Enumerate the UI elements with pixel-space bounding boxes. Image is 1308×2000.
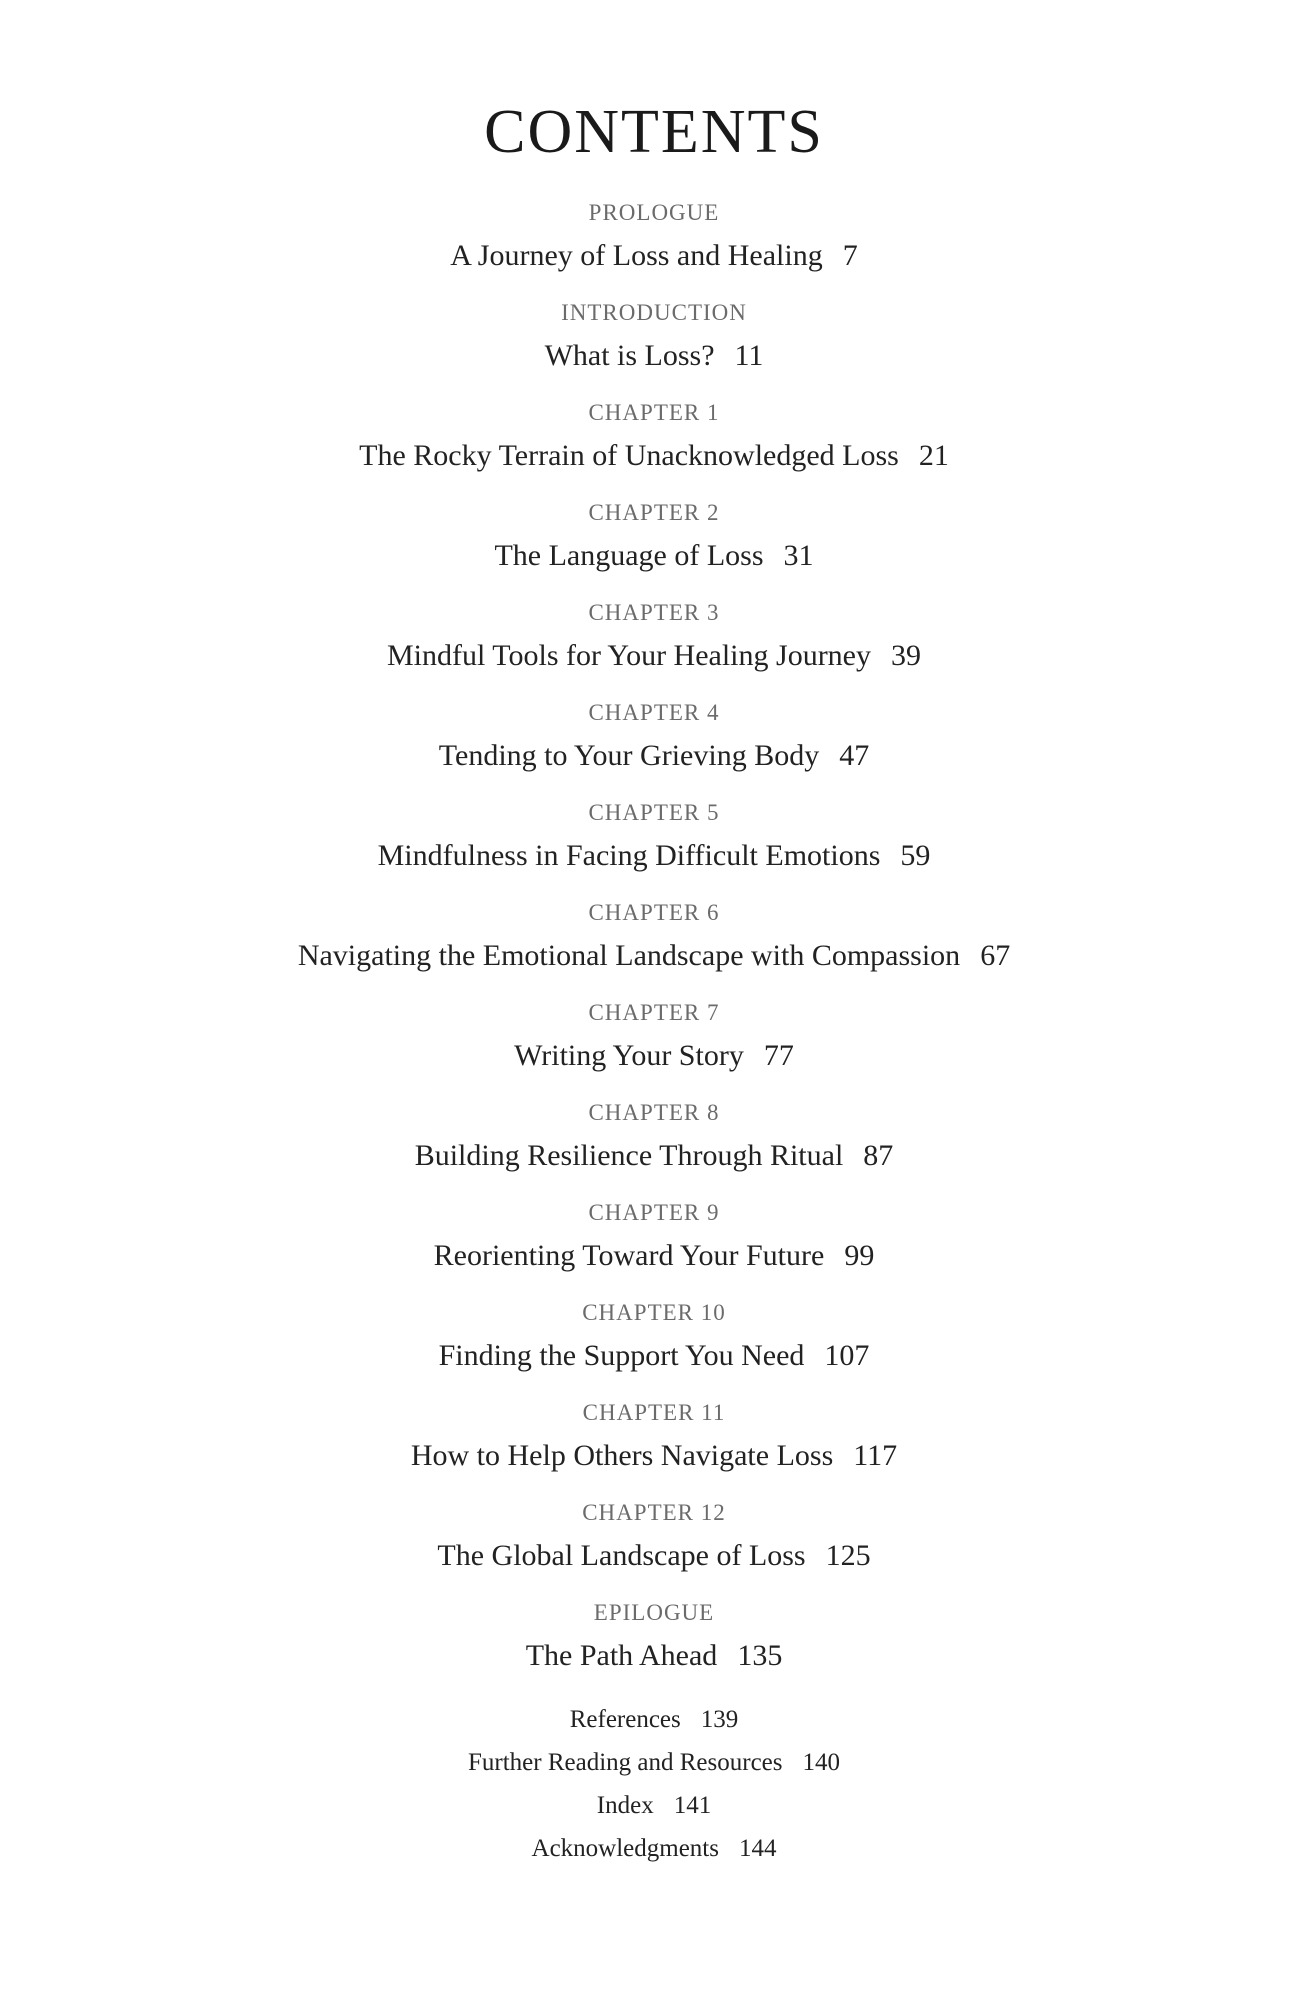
entry-label: CHAPTER 9 xyxy=(588,1200,720,1225)
toc-entry[interactable] xyxy=(0,1498,1308,1576)
entry-title: The Path Ahead xyxy=(525,1639,718,1672)
entry-title: The Language of Loss xyxy=(494,539,764,572)
back-matter-title: Index xyxy=(596,1792,654,1819)
back-matter-title: Acknowledgments xyxy=(531,1835,719,1862)
entry-page-number: 107 xyxy=(824,1339,870,1372)
entry-page-number: 11 xyxy=(734,339,764,372)
back-matter-entry[interactable] xyxy=(0,1789,1308,1823)
toc-entry[interactable] xyxy=(0,1298,1308,1376)
entry-page-number: 77 xyxy=(763,1039,794,1072)
entry-title: What is Loss? xyxy=(544,339,715,372)
toc-entry[interactable] xyxy=(0,1098,1308,1176)
entry-line xyxy=(0,1136,1308,1176)
entry-line xyxy=(0,736,1308,776)
entry-label: CHAPTER 11 xyxy=(582,1400,726,1425)
entry-line xyxy=(0,1536,1308,1576)
entry-page-number: 99 xyxy=(844,1239,875,1272)
entry-page-number: 125 xyxy=(825,1539,871,1572)
entry-page-number: 31 xyxy=(783,539,814,572)
entry-page-number: 39 xyxy=(891,639,921,672)
entry-label: CHAPTER 12 xyxy=(582,1500,726,1525)
entry-line xyxy=(0,1036,1308,1076)
entry-page-number: 47 xyxy=(839,739,870,772)
entry-label: EPILOGUE xyxy=(593,1600,715,1625)
entry-page-number: 59 xyxy=(900,839,931,872)
entry-line xyxy=(0,1436,1308,1476)
entry-line xyxy=(0,836,1308,876)
entry-label: CHAPTER 6 xyxy=(588,900,720,925)
toc-entry[interactable] xyxy=(0,798,1308,876)
back-matter-page-number: 139 xyxy=(700,1706,739,1733)
entry-title: Mindful Tools for Your Healing Journey xyxy=(387,639,871,672)
back-matter-page-number: 141 xyxy=(673,1792,712,1819)
entry-title: Building Resilience Through Ritual xyxy=(414,1139,844,1172)
entry-line xyxy=(0,336,1308,376)
entry-title: Writing Your Story xyxy=(514,1039,744,1072)
entry-label: CHAPTER 8 xyxy=(588,1100,720,1125)
entry-title: The Rocky Terrain of Unacknowledged Loss xyxy=(359,439,899,472)
entry-page-number: 67 xyxy=(980,939,1011,972)
entry-line xyxy=(0,1336,1308,1376)
toc-entry[interactable] xyxy=(0,898,1308,976)
entry-line xyxy=(0,636,1308,676)
back-matter-entry[interactable] xyxy=(0,1703,1308,1737)
entry-page-number: 87 xyxy=(863,1139,894,1172)
toc-entry[interactable] xyxy=(0,1398,1308,1476)
entry-page-number: 7 xyxy=(842,239,858,272)
entry-line xyxy=(0,936,1308,976)
back-matter-title: References xyxy=(569,1706,681,1733)
entry-label: CHAPTER 10 xyxy=(582,1300,726,1325)
entry-title: A Journey of Loss and Healing xyxy=(450,239,823,272)
entry-line xyxy=(0,236,1308,276)
entry-title: Mindfulness in Facing Difficult Emotions xyxy=(377,839,881,872)
entry-label: CHAPTER 5 xyxy=(588,800,720,825)
entry-label: CHAPTER 4 xyxy=(588,700,720,725)
toc-entry[interactable] xyxy=(0,298,1308,376)
toc-entry[interactable] xyxy=(0,398,1308,476)
entry-label: INTRODUCTION xyxy=(561,300,747,325)
entry-title: Tending to Your Grieving Body xyxy=(438,739,820,772)
entry-title: The Global Landscape of Loss xyxy=(437,1539,806,1572)
entry-line xyxy=(0,436,1308,476)
entry-line xyxy=(0,536,1308,576)
back-matter-page-number: 144 xyxy=(738,1835,777,1862)
entry-label: CHAPTER 1 xyxy=(588,400,720,425)
entry-page-number: 135 xyxy=(737,1639,783,1672)
toc-entry[interactable] xyxy=(0,698,1308,776)
back-matter-entry[interactable] xyxy=(0,1746,1308,1780)
entry-title: How to Help Others Navigate Loss xyxy=(410,1439,834,1472)
entry-label: CHAPTER 2 xyxy=(588,500,720,525)
toc-entry[interactable] xyxy=(0,1598,1308,1676)
toc-entry[interactable] xyxy=(0,1198,1308,1276)
entry-line xyxy=(0,1636,1308,1676)
toc-entry[interactable] xyxy=(0,198,1308,276)
toc-entry[interactable] xyxy=(0,598,1308,676)
entry-label: PROLOGUE xyxy=(588,200,720,225)
entry-title: Finding the Support You Need xyxy=(438,1339,805,1372)
entry-label: CHAPTER 3 xyxy=(588,600,720,625)
entry-title: Reorienting Toward Your Future xyxy=(433,1239,825,1272)
entry-page-number: 21 xyxy=(918,439,949,472)
back-matter-entry[interactable] xyxy=(0,1832,1308,1866)
back-matter-page-number: 140 xyxy=(802,1749,840,1776)
entry-line xyxy=(0,1236,1308,1276)
toc-entry[interactable] xyxy=(0,998,1308,1076)
entry-page-number: 117 xyxy=(853,1439,898,1472)
toc-entry[interactable] xyxy=(0,498,1308,576)
page-title: CONTENTS xyxy=(484,98,824,166)
entry-label: CHAPTER 7 xyxy=(588,1000,720,1025)
back-matter-title: Further Reading and Resources xyxy=(467,1749,783,1776)
entry-title: Navigating the Emotional Landscape with Compassion xyxy=(297,939,961,972)
